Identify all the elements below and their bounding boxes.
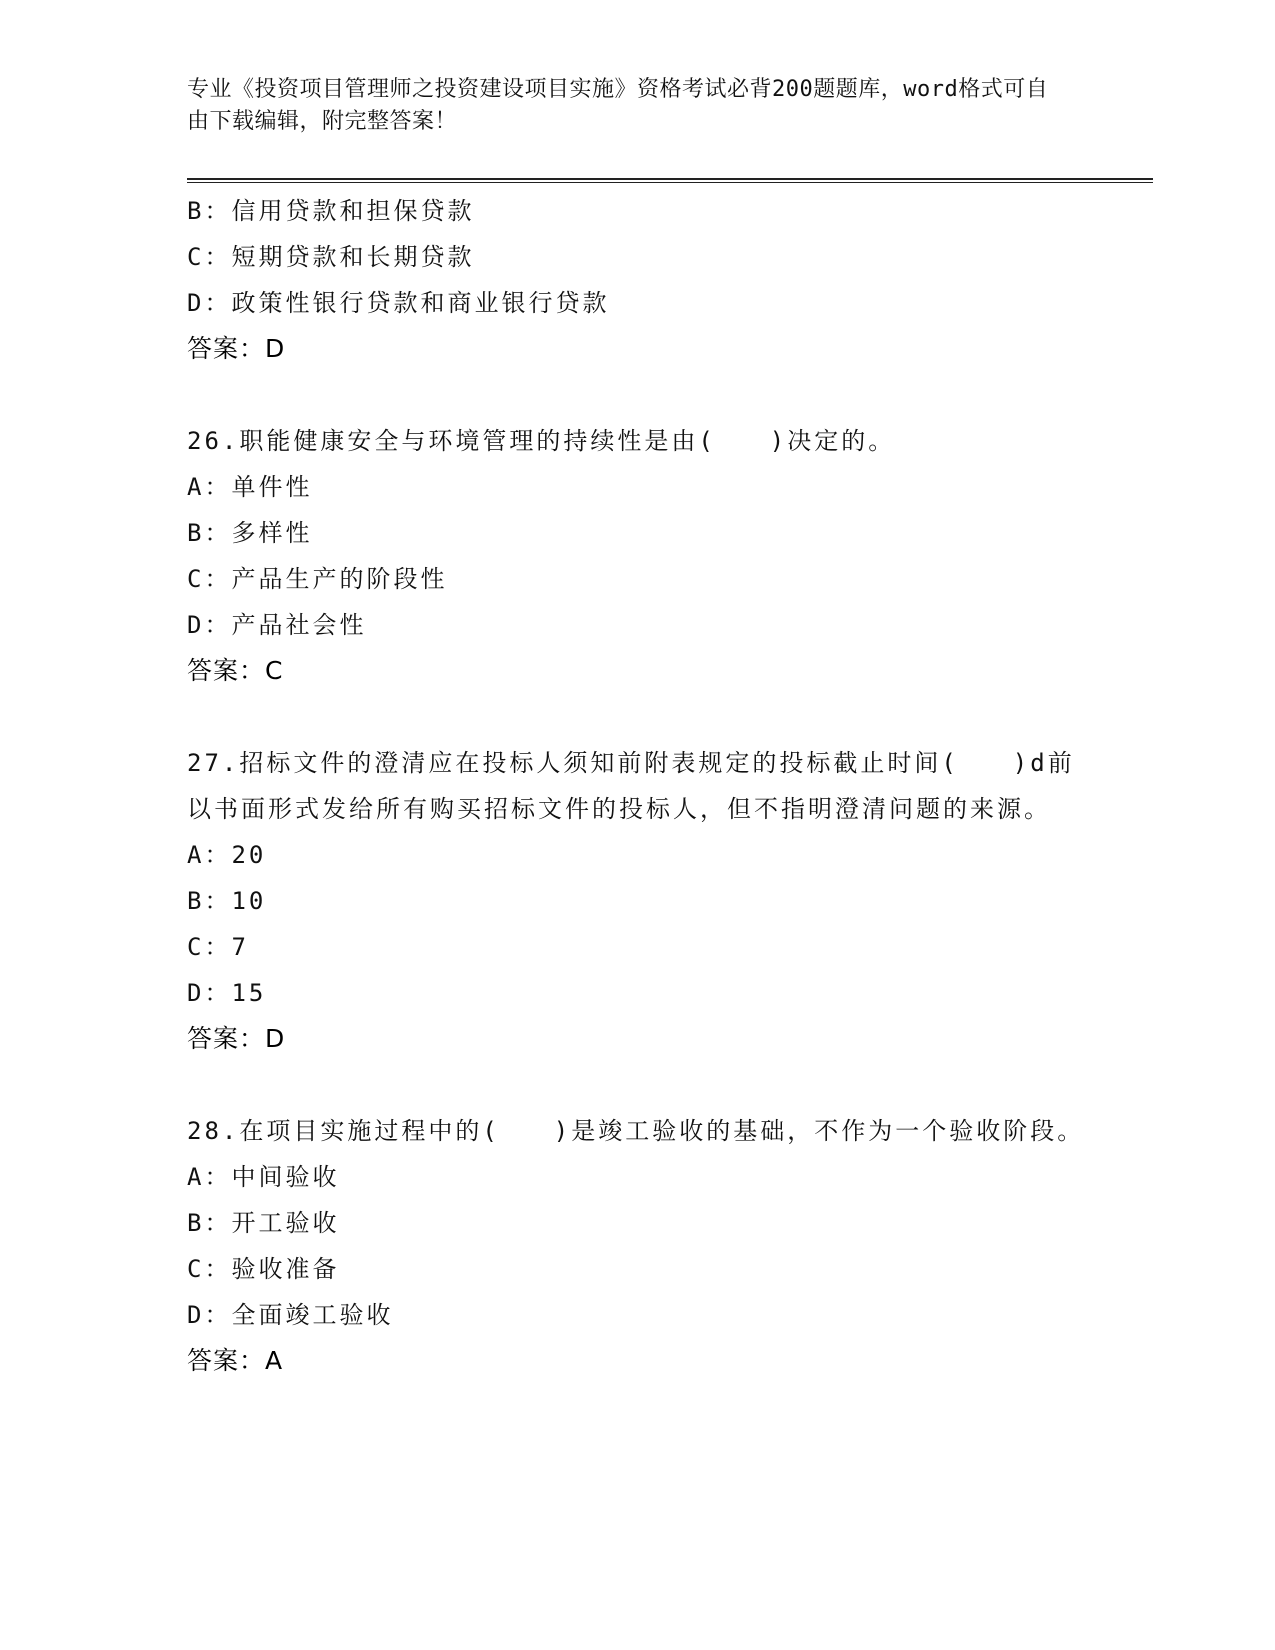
question-28: [187, 1108, 1087, 1384]
question-25-remainder: [187, 188, 1087, 372]
option-b: B：信用贷款和担保贷款: [187, 197, 475, 225]
spacer: [187, 694, 1087, 740]
option-c: C：短期贷款和长期贷款: [187, 243, 475, 271]
option-c: C：7: [187, 933, 249, 961]
option-d: D：政策性银行贷款和商业银行贷款: [187, 289, 610, 317]
option-b: B：多样性: [187, 519, 313, 547]
question-text: 28.在项目实施过程中的( )是竣工验收的基础，不作为一个验收阶段。: [187, 1117, 1085, 1145]
option-d: D：产品社会性: [187, 611, 367, 639]
option-c: C：验收准备: [187, 1255, 340, 1283]
option-d: D：全面竣工验收: [187, 1301, 394, 1329]
question-list: [187, 188, 1087, 1384]
page-header: 专业《投资项目管理师之投资建设项目实施》资格考试必背200题题库，word格式可自由下载编辑，附完整答案！: [187, 77, 1049, 134]
question-27: [187, 740, 1087, 1062]
spacer: [187, 1062, 1087, 1108]
header-divider: [187, 178, 1153, 183]
question-text: 26.职能健康安全与环境管理的持续性是由( )决定的。: [187, 427, 896, 455]
option-c: C：产品生产的阶段性: [187, 565, 448, 593]
question-text: 27.招标文件的澄清应在投标人须知前附表规定的投标截止时间( )d前以书面形式发给所有购买招标文件的投标人，但不指明澄清问题的来源。: [187, 749, 1075, 823]
option-a: A：中间验收: [187, 1163, 340, 1191]
answer: 答案：D: [187, 1024, 286, 1053]
answer: 答案：A: [187, 1346, 284, 1375]
option-a: A：单件性: [187, 473, 313, 501]
option-b: B：10: [187, 887, 267, 915]
option-b: B：开工验收: [187, 1209, 340, 1237]
option-d: D：15: [187, 979, 267, 1007]
question-26: [187, 418, 1087, 694]
answer: 答案：C: [187, 656, 284, 685]
spacer: [187, 372, 1087, 418]
answer: 答案：D: [187, 334, 286, 363]
option-a: A：20: [187, 841, 267, 869]
